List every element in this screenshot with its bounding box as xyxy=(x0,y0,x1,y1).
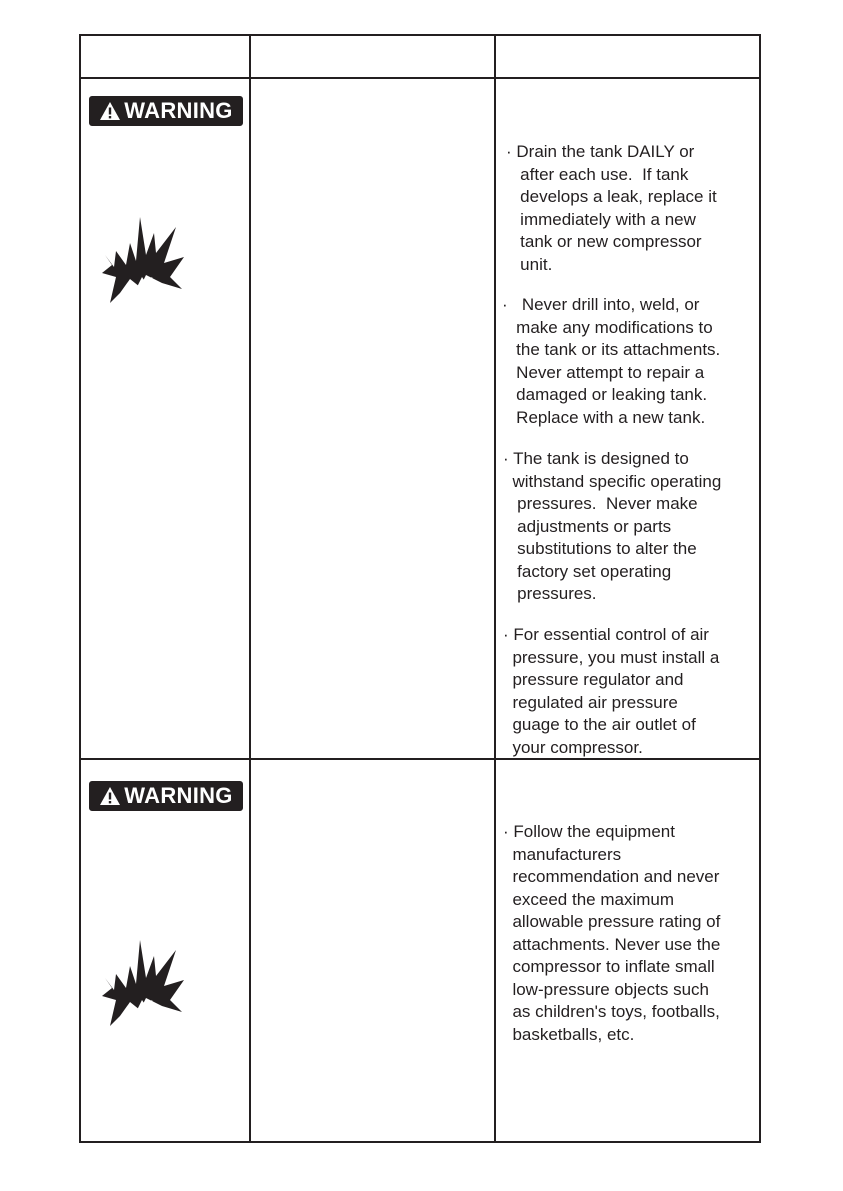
explosion-icon xyxy=(100,215,190,305)
precaution-list xyxy=(503,579,719,782)
precaution-item: · Drain the tank DAILY or after each use. If tank develops a leak, replace it immediately with a new tank or new compressor unit. xyxy=(506,142,717,274)
warning-badge xyxy=(89,781,243,811)
precaution-list xyxy=(503,776,720,1069)
header-cell-hazard xyxy=(251,36,494,77)
warning-badge xyxy=(89,96,243,126)
warning-badge-label: WARNING xyxy=(124,98,233,123)
warning-triangle-icon xyxy=(99,786,121,806)
precaution-item: · Never drill into, weld, or make any modifications to the tank or its attachments. Never attempt to repair a damaged or leaking tank. Replace with a new tank. xyxy=(502,295,721,427)
column-divider xyxy=(249,34,251,1143)
precaution-item: · The tank is designed to withstand specific operating pressures. Never make adjustments or parts substitutions to alter the factory set operating pressures. xyxy=(503,449,722,603)
header-cell-prevention xyxy=(496,36,759,77)
header-divider xyxy=(79,77,761,79)
precaution-item: · For essential control of air pressure, you must install a pressure regulator and regulated air pressure guage to the air outlet of your compressor. xyxy=(503,625,720,757)
precaution-item: · Follow the equipment manufacturers recommendation and never exceed the maximum allowable pressure rating of attachments. Never use the compressor to inflate small low-pressure objects such as children's toys, footballs, basketballs, etc. xyxy=(503,822,721,1044)
warning-badge-label: WARNING xyxy=(124,783,233,808)
explosion-icon xyxy=(100,938,190,1028)
column-divider xyxy=(494,34,496,1143)
header-cell-symbol xyxy=(81,36,249,77)
warning-triangle-icon xyxy=(99,101,121,121)
